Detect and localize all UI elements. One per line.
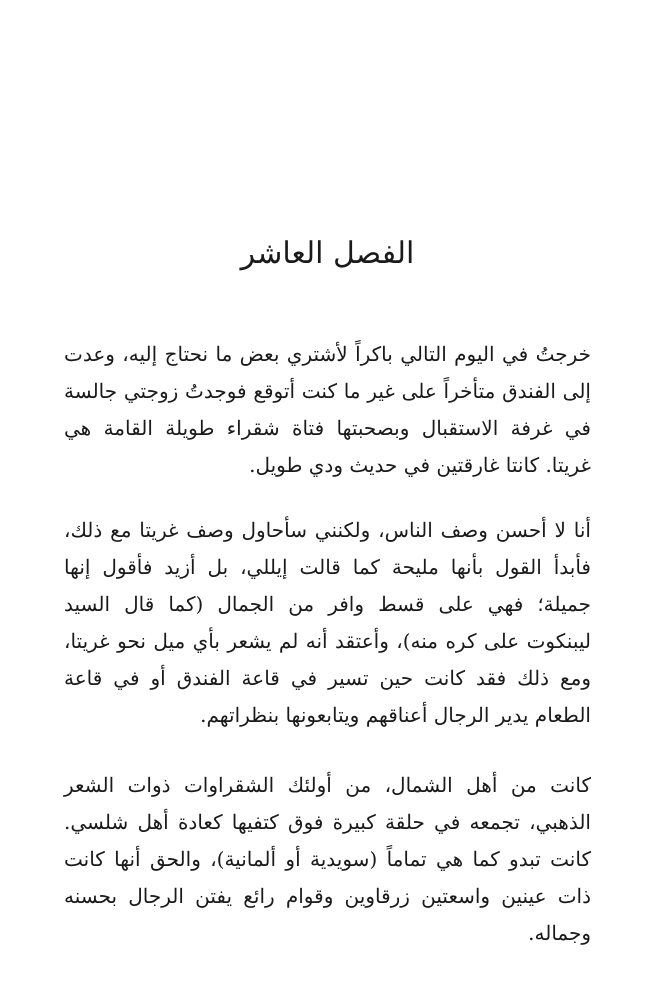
book-page xyxy=(64,0,591,1000)
paragraph-1: خرجتُ في اليوم التالي باكراً لأشتري بعض ما نحتاج إليه، وعدت إلى الفندق متأخراً على غير ما كنت أتوقع فوجدتُ زوجتي جالسة في غرفة الاستقبال وبصحبتها فتاة شقراء طويلة القامة هي غريتا. كانتا غارقتين في حديث ودي طويل. xyxy=(64,342,591,477)
paragraph-3: كانت من أهل الشمال، من أولئك الشقراوات ذوات الشعر الذهبي، تجمعه في حلقة كبيرة فوق كتفيها كعادة أهل شلسي. كانت تبدو كما هي تماماً (سويدية أو ألمانية)، والحق أنها كانت ذات عينين واسعتين زرقاوين وقوام رائع يفتن الرجال بحسنه وجماله. xyxy=(64,773,591,945)
chapter-title: الفصل العاشر xyxy=(240,236,415,271)
paragraph-2: أنا لا أحسن وصف الناس، ولكنني سأحاول وصف غريتا مع ذلك، فأبدأ القول بأنها مليحة كما قالت إيللي، بل أزيد فأقول إنها جميلة؛ فهي على قسط وافر من الجمال (كما قال السيد ليبنكوت على كره منه)، وأعتقد أنه لم يشعر بأي ميل نحو غريتا، ومع ذلك فقد كانت حين تسير في قاعة الفندق أو في قاعة الطعام يدير الرجال أعناقهم ويتابعونها بنظراتهم. xyxy=(64,518,591,727)
